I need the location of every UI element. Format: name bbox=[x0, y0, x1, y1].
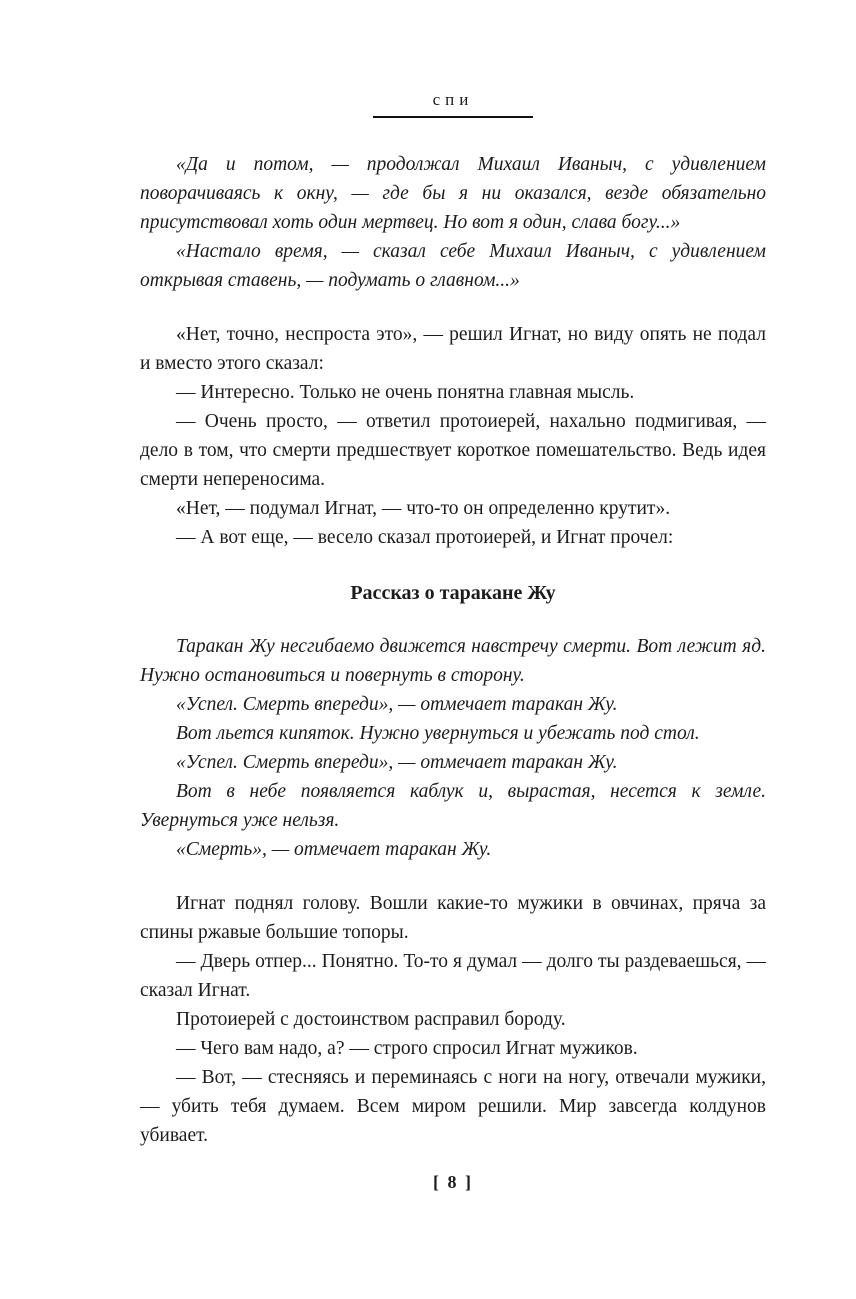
running-head bbox=[140, 90, 766, 118]
paragraph: — Очень просто, — ответил протоиерей, нахально подмигивая, — дело в том, что смерти предшествует короткое помешательство. Ведь идея смерти непереносима. bbox=[140, 411, 766, 490]
paragraph: — Вот, — стесняясь и переминаясь с ноги на ногу, отвечали мужики, — убить тебя думаем. Всем миром решили. Мир завсегда колдунов убивает. bbox=[140, 1067, 766, 1146]
paragraph: — А вот еще, — весело сказал протоиерей, и Игнат прочел: bbox=[176, 527, 674, 548]
page-number: [ 8 ] bbox=[433, 1172, 473, 1192]
paragraph: Протоиерей с достоинством расправил бороду. bbox=[176, 1009, 566, 1030]
paragraph: «Нет, — подумал Игнат, — что-то он определенно крутит». bbox=[176, 498, 671, 519]
paragraph: «Успел. Смерть впереди», — отмечает таракан Жу. bbox=[176, 752, 618, 773]
paragraph: «Смерть», — отмечает таракан Жу. bbox=[176, 839, 492, 860]
paragraph: — Дверь отпер... Понятно. То-то я думал — долго ты раздеваешься, — сказал Игнат. bbox=[140, 951, 766, 1001]
paragraph: Вот в небе появляется каблук и, вырастая, несется к земле. Увернуться уже нельзя. bbox=[140, 781, 766, 831]
page-body bbox=[140, 150, 766, 1150]
paragraph: «Настало время, — сказал себе Михаил Иваныч, с удивлением открывая ставень, — подумать о главном...» bbox=[140, 241, 766, 291]
paragraph: Таракан Жу несгибаемо движется навстречу смерти. Вот лежит яд. Нужно остановиться и повернуть в сторону. bbox=[140, 636, 766, 686]
paragraph: «Нет, точно, неспроста это», — решил Игнат, но виду опять не подал и вместо этого сказал: bbox=[140, 324, 766, 374]
paragraph: Вот льется кипяток. Нужно увернуться и убежать под стол. bbox=[176, 723, 700, 744]
paragraph: «Успел. Смерть впереди», — отмечает таракан Жу. bbox=[176, 694, 618, 715]
running-head-rule bbox=[373, 116, 533, 118]
paragraph: — Интересно. Только не очень понятна главная мысль. bbox=[176, 382, 635, 403]
paragraph: «Да и потом, — продолжал Михаил Иваныч, с удивлением поворачиваясь к окну, — где бы я ни оказался, везде обязательно присутствовал хоть один мертвец. Но вот я один, слава богу...» bbox=[140, 154, 766, 233]
running-title: спи bbox=[432, 90, 474, 109]
paragraph: — Чего вам надо, а? — строго спросил Игнат мужиков. bbox=[176, 1038, 638, 1059]
section-heading: Рассказ о таракане Жу bbox=[350, 582, 556, 604]
paragraph: Игнат поднял голову. Вошли какие-то мужики в овчинах, пряча за спины ржавые большие топоры. bbox=[140, 893, 766, 943]
